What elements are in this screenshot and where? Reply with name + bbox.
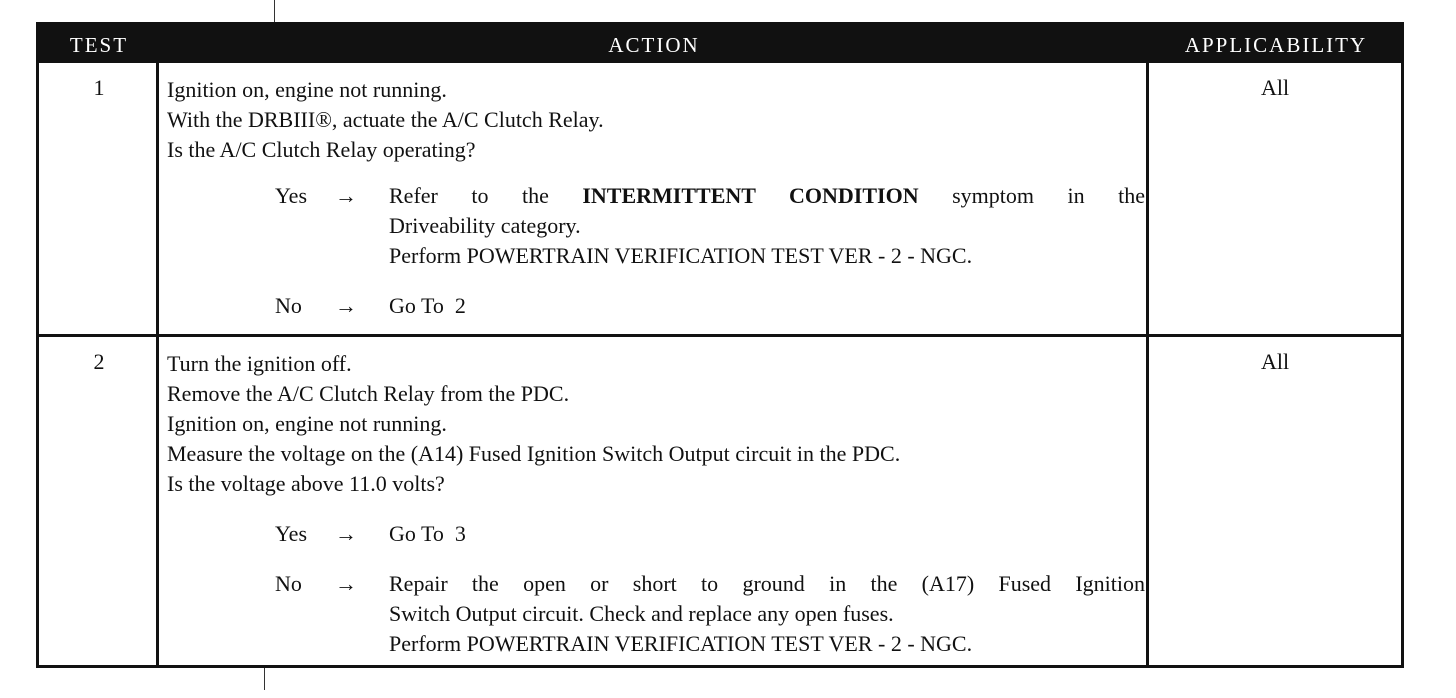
yes-label: Yes — [275, 183, 308, 208]
table-row — [39, 63, 1401, 337]
no-outcome — [167, 569, 1147, 659]
yes-outcome — [167, 181, 1147, 271]
no-text-line: Perform POWERTRAIN VERIFICATION TEST VER - 2 - NGC. — [389, 631, 973, 656]
symptom-name: INTERMITTENT CONDITION — [582, 183, 919, 208]
applicability-value: All — [1260, 75, 1290, 100]
action-line: Is the voltage above 11.0 volts? — [167, 471, 445, 496]
arrow-icon: → — [335, 293, 357, 318]
arrow-icon: → — [335, 183, 357, 208]
yes-outcome — [167, 519, 1147, 549]
action-line: Ignition on, engine not running. — [167, 411, 447, 436]
applicability-value: All — [1260, 349, 1290, 374]
yes-text-line: Refer to the INTERMITTENT CONDITION symptom in the — [389, 183, 1145, 208]
action-line: With the DRBIII®, actuate the A/C Clutch Relay. — [167, 107, 604, 132]
action-line: Remove the A/C Clutch Relay from the PDC. — [167, 381, 570, 406]
header-action: ACTION — [608, 33, 700, 57]
action-line: Is the A/C Clutch Relay operating? — [167, 137, 476, 162]
header-applicability: APPLICABILITY — [1184, 33, 1368, 57]
no-text-line: Repair the open or short to ground in the (A17) Fused Ignition — [389, 571, 1145, 596]
no-text-line: Switch Output circuit. Check and replace any open fuses. — [389, 601, 894, 626]
no-outcome — [167, 291, 1147, 321]
yes-text-line: Go To 3 — [389, 521, 466, 546]
no-label: No — [275, 571, 302, 596]
no-label: No — [275, 293, 302, 318]
action-line: Turn the ignition off. — [167, 351, 352, 376]
test-number: 1 — [93, 75, 105, 100]
action-line: Measure the voltage on the (A14) Fused Ignition Switch Output circuit in the PDC. — [167, 441, 901, 466]
diagnostic-test-table — [36, 22, 1404, 668]
yes-text — [389, 181, 1145, 271]
test-number: 2 — [93, 349, 105, 374]
table-row — [39, 337, 1401, 665]
no-text — [389, 569, 1145, 659]
no-text — [389, 291, 1147, 321]
no-text-line: Go To 2 — [389, 293, 466, 318]
action-line: Ignition on, engine not running. — [167, 77, 447, 102]
table-header — [39, 25, 1401, 63]
scan-artifact-line — [274, 0, 275, 22]
yes-label: Yes — [275, 521, 308, 546]
arrow-icon: → — [335, 521, 357, 546]
action-cell — [167, 349, 1147, 659]
yes-text-line: Perform POWERTRAIN VERIFICATION TEST VER - 2 - NGC. — [389, 243, 973, 268]
arrow-icon: → — [335, 571, 357, 596]
header-test: TEST — [69, 33, 129, 57]
yes-text-line: Driveability category. — [389, 213, 581, 238]
yes-text — [389, 519, 1147, 549]
scan-artifact-line — [264, 668, 265, 690]
action-cell — [167, 75, 1147, 321]
